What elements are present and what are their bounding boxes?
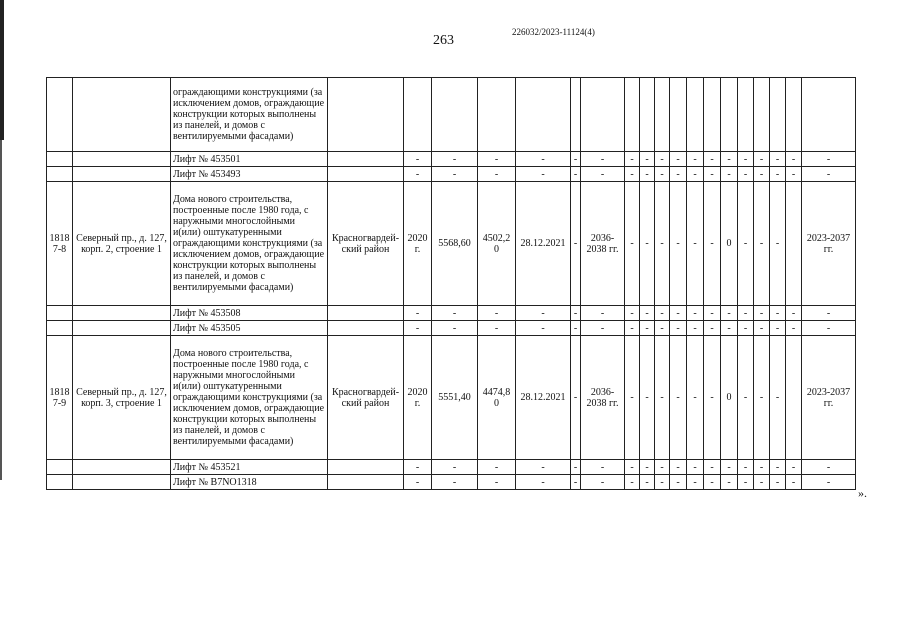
dash-cell: - [571,475,581,490]
document-code: 226032/2023-11124(4) [512,27,595,37]
dash-cell: - [770,336,786,460]
dash-cell: - [581,475,625,490]
empty-cell [786,182,802,306]
dash-cell: - [738,336,754,460]
dash-cell: - [770,460,786,475]
district-cell: Красногвардей-ский район [328,336,404,460]
dash-cell: - [516,475,571,490]
area-cell: 5568,60 [432,182,478,306]
dash-cell: - [704,182,721,306]
empty-cell [640,78,655,152]
dash-cell: - [687,321,704,336]
dash-cell: - [670,321,687,336]
dash-cell: - [770,306,786,321]
empty-cell [738,78,754,152]
dash-cell: - [670,475,687,490]
dash-cell: - [516,167,571,182]
dash-cell: - [802,167,856,182]
dash-cell: - [687,167,704,182]
empty-cell [47,167,73,182]
table-row [47,78,856,152]
dash-cell: - [655,336,670,460]
empty-cell [328,475,404,490]
dash-cell: - [478,321,516,336]
term-cell: 2023-2037 гг. [802,336,856,460]
description-cell: ограждающими конструкциями (за исключением домов, ограждающие конструкции которых выполнены из панелей, и домов с вентилируемыми фасадами) [171,78,328,152]
dash-cell: - [704,152,721,167]
empty-cell [328,152,404,167]
dash-cell: - [432,475,478,490]
dash-cell: - [571,460,581,475]
page-number: 263 [433,33,454,48]
dash-cell: - [571,182,581,306]
dash-cell: - [625,460,640,475]
description-cell: Дома нового строительства, построенные после 1980 года, с наружными многослойными и(или) оштукатуренными ограждающими конструкциями (за исключением домов, ограждающие конструкции которых выполнены из панелей, и домов с вентилируемыми фасадами) [171,336,328,460]
empty-cell [328,306,404,321]
dash-cell: - [404,167,432,182]
lift-name-cell: Лифт № B7NO1318 [171,475,328,490]
area-cell: 4474,8 0 [478,336,516,460]
year-cell: 2020 г. [404,182,432,306]
dash-cell: - [721,167,738,182]
area-cell: 5551,40 [432,336,478,460]
dash-cell: - [754,306,770,321]
dash-cell: - [754,475,770,490]
empty-cell [328,460,404,475]
empty-cell [47,78,73,152]
dash-cell: - [655,460,670,475]
dash-cell: - [404,152,432,167]
dash-cell: - [571,306,581,321]
dash-cell: - [754,460,770,475]
dash-cell: - [802,460,856,475]
dash-cell: - [738,475,754,490]
dash-cell: - [704,460,721,475]
dash-cell: - [432,306,478,321]
empty-cell [73,78,171,152]
closing-quote: ». [858,486,867,500]
dash-cell: - [738,321,754,336]
dash-cell: - [770,182,786,306]
dash-cell: - [721,475,738,490]
dash-cell: - [670,167,687,182]
empty-cell [73,306,171,321]
lift-name-cell: Лифт № 453501 [171,152,328,167]
address-cell: Северный пр., д. 127, корп. 2, строение 1 [73,182,171,306]
lift-row [47,475,856,490]
dash-cell: - [625,306,640,321]
empty-cell [786,78,802,152]
dash-cell: - [738,306,754,321]
dash-cell: - [404,460,432,475]
dash-cell: - [655,475,670,490]
dash-cell: - [687,475,704,490]
period-cell: 2036-2038 гг. [581,336,625,460]
dash-cell: - [754,152,770,167]
empty-cell [73,321,171,336]
empty-cell [704,78,721,152]
record-row [47,336,856,460]
dash-cell: - [721,306,738,321]
dash-cell: - [770,152,786,167]
empty-cell [73,475,171,490]
dash-cell: - [687,152,704,167]
empty-cell [47,475,73,490]
empty-cell [328,321,404,336]
dash-cell: - [670,182,687,306]
dash-cell: - [404,475,432,490]
empty-cell [770,78,786,152]
dash-cell: - [670,152,687,167]
dash-cell: - [655,306,670,321]
dash-cell: - [802,475,856,490]
dash-cell: - [770,167,786,182]
empty-cell [721,78,738,152]
dash-cell: - [478,460,516,475]
lift-name-cell: Лифт № 453505 [171,321,328,336]
dash-cell: - [770,321,786,336]
dash-cell: - [640,475,655,490]
dash-cell: - [640,460,655,475]
lift-row [47,321,856,336]
dash-cell: - [655,152,670,167]
date-cell: 28.12.2021 [516,336,571,460]
lift-row [47,460,856,475]
record-number-cell: 1818 7-8 [47,182,73,306]
empty-cell [625,78,640,152]
dash-cell: - [721,152,738,167]
dash-cell: - [625,321,640,336]
dash-cell: - [786,152,802,167]
dash-cell: - [786,460,802,475]
empty-cell [47,460,73,475]
empty-cell [73,460,171,475]
dash-cell: - [625,475,640,490]
scan-edge-mark-lower [0,140,2,480]
year-cell: 2020 г. [404,336,432,460]
dash-cell: - [704,321,721,336]
dash-cell: - [770,475,786,490]
term-cell: 2023-2037 гг. [802,182,856,306]
empty-cell [328,78,404,152]
dash-cell: - [655,167,670,182]
lift-name-cell: Лифт № 453493 [171,167,328,182]
dash-cell: - [670,306,687,321]
zero-cell: 0 [721,336,738,460]
dash-cell: - [670,336,687,460]
dash-cell: - [704,475,721,490]
dash-cell: - [754,182,770,306]
dash-cell: - [721,321,738,336]
empty-cell [786,336,802,460]
dash-cell: - [786,306,802,321]
dash-cell: - [738,460,754,475]
dash-cell: - [786,167,802,182]
empty-cell [47,306,73,321]
dash-cell: - [738,167,754,182]
dash-cell: - [640,321,655,336]
dash-cell: - [516,321,571,336]
dash-cell: - [581,167,625,182]
dash-cell: - [704,167,721,182]
date-cell: 28.12.2021 [516,182,571,306]
lift-name-cell: Лифт № 453521 [171,460,328,475]
dash-cell: - [754,167,770,182]
period-cell: 2036-2038 гг. [581,182,625,306]
record-row [47,182,856,306]
dash-cell: - [516,306,571,321]
dash-cell: - [802,152,856,167]
dash-cell: - [571,152,581,167]
dash-cell: - [738,182,754,306]
empty-cell [404,78,432,152]
dash-cell: - [687,460,704,475]
empty-cell [73,152,171,167]
dash-cell: - [625,152,640,167]
dash-cell: - [516,460,571,475]
dash-cell: - [478,306,516,321]
empty-cell [516,78,571,152]
empty-cell [47,321,73,336]
dash-cell: - [432,167,478,182]
empty-cell [754,78,770,152]
empty-cell [478,78,516,152]
lift-name-cell: Лифт № 453508 [171,306,328,321]
lift-row [47,306,856,321]
empty-cell [581,78,625,152]
dash-cell: - [640,336,655,460]
dash-cell: - [704,336,721,460]
dash-cell: - [404,321,432,336]
dash-cell: - [802,321,856,336]
dash-cell: - [640,152,655,167]
dash-cell: - [655,321,670,336]
dash-cell: - [404,306,432,321]
description-cell: Дома нового строительства, построенные после 1980 года, с наружными многослойными и(или) оштукатуренными ограждающими конструкциями (за исключением домов, ограждающие конструкции которых выполнены из панелей, и домов с вентилируемыми фасадами) [171,182,328,306]
empty-cell [670,78,687,152]
dash-cell: - [754,336,770,460]
dash-cell: - [571,167,581,182]
zero-cell: 0 [721,182,738,306]
address-cell: Северный пр., д. 127, корп. 3, строение 1 [73,336,171,460]
dash-cell: - [687,306,704,321]
dash-cell: - [581,152,625,167]
dash-cell: - [478,475,516,490]
dash-cell: - [640,306,655,321]
area-cell: 4502,2 0 [478,182,516,306]
dash-cell: - [670,460,687,475]
record-number-cell: 1818 7-9 [47,336,73,460]
empty-cell [802,78,856,152]
dash-cell: - [581,321,625,336]
empty-cell [687,78,704,152]
empty-cell [432,78,478,152]
lift-row [47,152,856,167]
dash-cell: - [640,167,655,182]
dash-cell: - [802,306,856,321]
dash-cell: - [432,460,478,475]
district-cell: Красногвардей-ский район [328,182,404,306]
dash-cell: - [754,321,770,336]
dash-cell: - [738,152,754,167]
empty-cell [73,167,171,182]
scan-edge-mark [0,0,4,140]
dash-cell: - [571,336,581,460]
dash-cell: - [432,152,478,167]
dash-cell: - [721,460,738,475]
register-table [46,77,856,490]
lift-row [47,167,856,182]
dash-cell: - [581,460,625,475]
empty-cell [571,78,581,152]
dash-cell: - [786,321,802,336]
dash-cell: - [625,167,640,182]
empty-cell [655,78,670,152]
dash-cell: - [786,475,802,490]
empty-cell [47,152,73,167]
dash-cell: - [704,306,721,321]
dash-cell: - [687,182,704,306]
dash-cell: - [581,306,625,321]
dash-cell: - [687,336,704,460]
dash-cell: - [516,152,571,167]
dash-cell: - [571,321,581,336]
dash-cell: - [432,321,478,336]
dash-cell: - [478,152,516,167]
dash-cell: - [478,167,516,182]
dash-cell: - [640,182,655,306]
empty-cell [328,167,404,182]
dash-cell: - [625,336,640,460]
dash-cell: - [655,182,670,306]
dash-cell: - [625,182,640,306]
